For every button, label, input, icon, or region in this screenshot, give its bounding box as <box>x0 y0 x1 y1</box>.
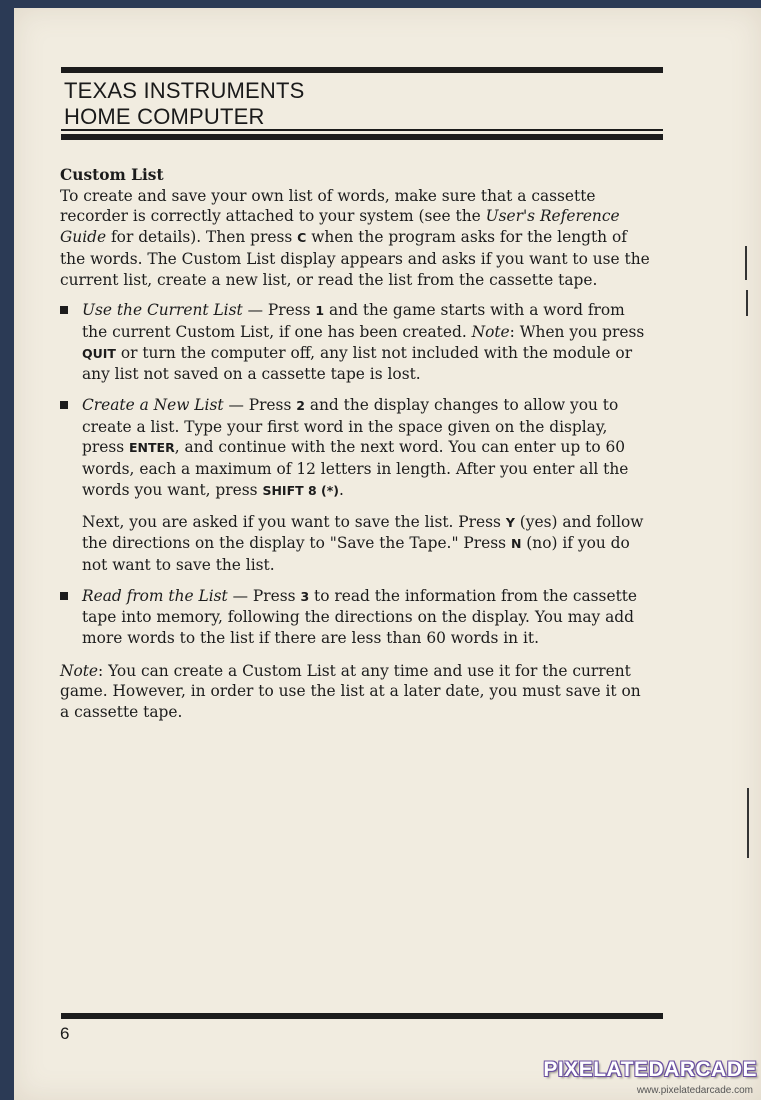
key-quit: QUIT <box>82 345 116 361</box>
bullet-text: and the game starts with a word from the current Custom List, if one has been created. <box>82 301 625 341</box>
header-top-rule <box>61 67 663 73</box>
header-mid-rule <box>61 129 663 131</box>
bullet-title: Use the Current List <box>82 301 243 320</box>
bullet-text: or turn the computer off, any list not included with the module or any list not saved on a cassette tape is lost. <box>82 343 633 384</box>
page-content <box>60 165 650 723</box>
bullet-text: to read the information from the cassette tape into memory, following the directions on the display. You may add more words to the list if there are less than 60 words in it. <box>82 586 638 648</box>
bullet-text: : When you press <box>509 322 645 341</box>
bullet-text: — Press <box>223 396 297 415</box>
key-shift-8: SHIFT 8 (*) <box>262 482 339 498</box>
header-title-line2: HOME COMPUTER <box>64 104 265 129</box>
key-y: Y <box>505 514 515 530</box>
save-text: (yes) and follow the directions on the display to "Save the Tape." Press <box>82 512 644 553</box>
save-text: (no) if you do not want to save the list. <box>82 534 630 574</box>
bullet-use-current-list <box>60 300 650 385</box>
intro-text-1: To create and save your own list of words, make sure that a cassette recorder is correctly attached to your system (see the <box>60 186 596 226</box>
key-enter: ENTER <box>129 440 175 456</box>
note-label: Note <box>60 661 99 680</box>
page-number: 6 <box>60 1024 70 1043</box>
key-1: 1 <box>315 303 325 319</box>
intro-key-c: C <box>297 230 307 246</box>
binding-staple-mark <box>746 290 748 316</box>
binding-staple-mark <box>745 246 747 280</box>
header-title-line1: TEXAS INSTRUMENTS <box>64 78 305 103</box>
watermark-url: www.pixelatedarcade.com <box>636 1085 753 1096</box>
manual-page <box>14 8 761 1100</box>
bullet-title: Read from the List <box>82 586 228 605</box>
bullet-read-from-list <box>60 586 650 649</box>
key-3: 3 <box>300 588 310 604</box>
note-label: Note <box>471 322 510 341</box>
bullet-text: — Press <box>242 301 316 320</box>
bullet-square-icon <box>60 592 68 600</box>
bullet-square-icon <box>60 401 68 409</box>
key-n: N <box>510 536 522 552</box>
intro-text-3: when the program asks for the length of the words. The Custom List display appears and asks if you want to use the current list, create a new list, or read the list from the cassette tape. <box>60 228 650 289</box>
footer-rule <box>61 1013 663 1019</box>
intro-reference-guide: User's Reference Guide <box>60 207 620 247</box>
bullet-text: and the display changes to allow you to create a list. Type your first word in the space given on the display, press <box>82 396 619 457</box>
header-bottom-rule <box>61 134 663 140</box>
save-list-paragraph <box>60 512 650 576</box>
bullet-title: Create a New List <box>82 396 224 415</box>
note-text: : You can create a Custom List at any time and use it for the current game. However, in order to use the list at a later date, you must save it on a cassette tape. <box>60 661 641 722</box>
watermark-logo: PIXELATEDARCADE <box>543 1058 757 1081</box>
bullet-square-icon <box>60 306 68 314</box>
save-text: Next, you are asked if you want to save the list. Press <box>82 512 506 531</box>
bullet-create-new-list <box>60 395 650 502</box>
section-title: Custom List <box>60 166 164 184</box>
bullet-text: . <box>339 480 344 499</box>
intro-text-2: for details). Then press <box>106 228 298 247</box>
closing-note <box>60 661 650 723</box>
intro-paragraph <box>60 186 650 291</box>
binding-staple-mark <box>747 788 749 858</box>
bullet-text: — Press <box>227 586 301 605</box>
key-2: 2 <box>296 398 305 414</box>
bullet-text: , and continue with the next word. You can enter up to 60 words, each a maximum of 12 letters in length. After you enter all the words you want, press <box>82 438 629 499</box>
